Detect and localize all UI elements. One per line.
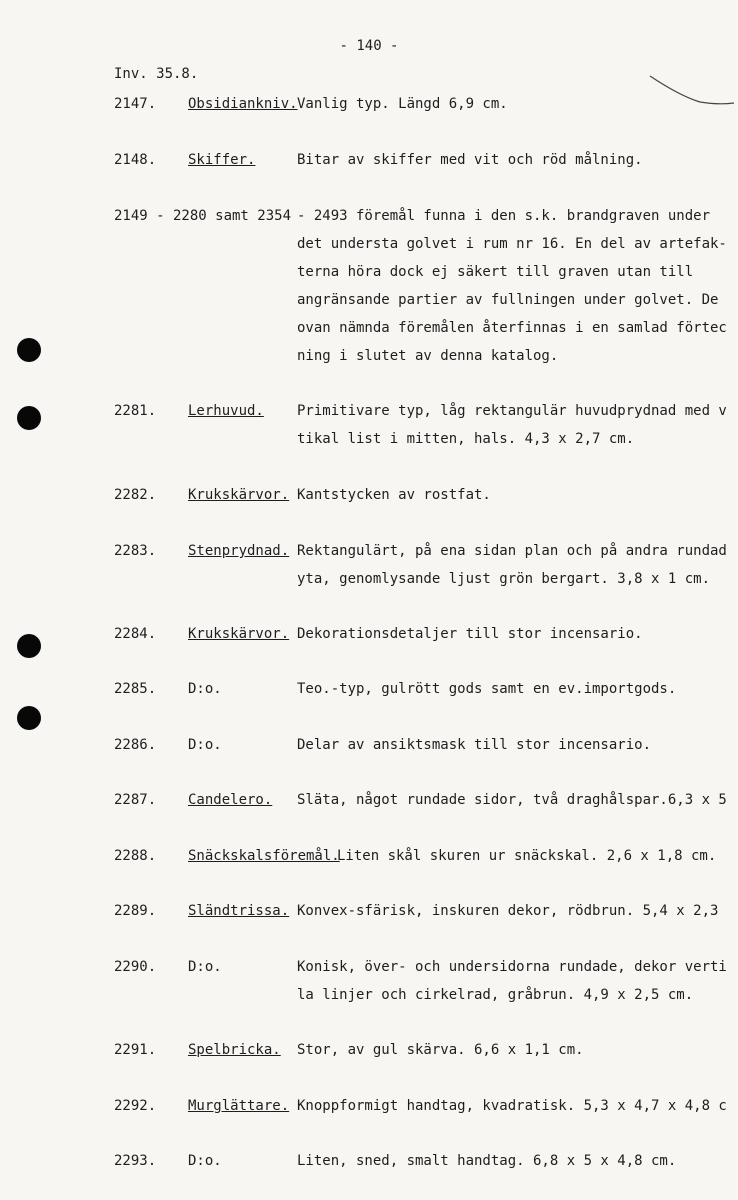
- entry-desc-2281-line2: tikal list i mitten, hals. 4,3 x 2,7 cm.: [297, 431, 635, 447]
- entry-term-2287: Candelero.: [188, 792, 273, 808]
- entry-desc-2283-line1: Rektangulärt, på ena sidan plan och på andra rundad: [297, 543, 727, 559]
- entry-number-2283: 2283.: [114, 543, 157, 559]
- entry-number-2292: 2292.: [114, 1098, 157, 1114]
- entry-desc-2281-line1: Primitivare typ, låg rektangulär huvudprydnad med v: [297, 403, 727, 419]
- entry-term-2147: Obsidiankniv.: [188, 96, 298, 112]
- entry-number-2281: 2281.: [114, 403, 157, 419]
- entry-desc-2149-line3: terna höra dock ej säkert till graven utan till: [297, 264, 694, 280]
- entry-term-2291: Spelbricka.: [188, 1042, 281, 1058]
- punch-hole: [17, 706, 41, 730]
- entry-term-2289: Sländtrissa.: [188, 903, 290, 919]
- entry-desc-2293-line1: Liten, sned, smalt handtag. 6,8 x 5 x 4,8 cm.: [297, 1153, 677, 1169]
- entry-term-2282: Krukskärvor.: [188, 487, 290, 503]
- punch-hole: [17, 338, 41, 362]
- entry-term-2283: Stenprydnad.: [188, 543, 290, 559]
- entry-number-2290: 2290.: [114, 959, 157, 975]
- entry-number-2293: 2293.: [114, 1153, 157, 1169]
- entry-term-2286: D:o.: [188, 737, 222, 753]
- entry-number-2147: 2147.: [114, 96, 157, 112]
- entry-number-2149: 2149 - 2280 samt 2354: [114, 208, 292, 224]
- entry-number-2284: 2284.: [114, 626, 157, 642]
- entry-desc-2289-line1: Konvex-sfärisk, inskuren dekor, rödbrun. 5,4 x 2,3: [297, 903, 719, 919]
- entry-desc-2288-line1: Liten skål skuren ur snäckskal. 2,6 x 1,8 cm.: [337, 848, 717, 864]
- entry-term-2292: Murglättare.: [188, 1098, 290, 1114]
- entry-desc-2149-line6: ning i slutet av denna katalog.: [297, 348, 559, 364]
- entry-desc-2149-line4: angränsande partier av fullningen under golvet. De: [297, 292, 719, 308]
- entry-desc-2148-line1: Bitar av skiffer med vit och röd målning.: [297, 152, 643, 168]
- entry-desc-2287-line1: Släta, något rundade sidor, två draghålspar.6,3 x 5: [297, 792, 727, 808]
- entry-desc-2285-line1: Teo.-typ, gulrött gods samt en ev.importgods.: [297, 681, 677, 697]
- entry-number-2287: 2287.: [114, 792, 157, 808]
- entry-desc-2290-line1: Konisk, över- och undersidorna rundade, dekor verti: [297, 959, 727, 975]
- entry-number-2291: 2291.: [114, 1042, 157, 1058]
- entry-desc-2286-line1: Delar av ansiktsmask till stor incensario.: [297, 737, 652, 753]
- entry-term-2148: Skiffer.: [188, 152, 256, 168]
- entry-desc-2284-line1: Dekorationsdetaljer till stor incensario.: [297, 626, 643, 642]
- entry-desc-2292-line1: Knoppformigt handtag, kvadratisk. 5,3 x 4,7 x 4,8 c: [297, 1098, 727, 1114]
- entry-desc-2149-line1: - 2493 föremål funna i den s.k. brandgraven under: [297, 208, 711, 224]
- entry-term-2290: D:o.: [188, 959, 222, 975]
- entry-term-2284: Krukskärvor.: [188, 626, 290, 642]
- page-number: - 140 -: [339, 38, 399, 54]
- entry-number-2285: 2285.: [114, 681, 157, 697]
- punch-hole: [17, 634, 41, 658]
- entry-desc-2147-line1: Vanlig typ. Längd 6,9 cm.: [297, 96, 508, 112]
- entry-desc-2149-line2: det understa golvet i rum nr 16. En del av artefak-: [297, 236, 727, 252]
- entry-number-2289: 2289.: [114, 903, 157, 919]
- entry-term-2281: Lerhuvud.: [188, 403, 264, 419]
- pen-stroke-mark: [640, 70, 736, 110]
- entry-desc-2282-line1: Kantstycken av rostfat.: [297, 487, 491, 503]
- entry-desc-2149-line5: ovan nämnda föremålen återfinnas i en samlad förtec: [297, 320, 727, 336]
- entry-desc-2290-line2: la linjer och cirkelrad, gråbrun. 4,9 x 2,5 cm.: [297, 987, 694, 1003]
- entry-term-2293: D:o.: [188, 1153, 222, 1169]
- entry-number-2286: 2286.: [114, 737, 157, 753]
- entry-desc-2283-line2: yta, genomlysande ljust grön bergart. 3,8 x 1 cm.: [297, 571, 711, 587]
- punch-hole: [17, 406, 41, 430]
- entry-number-2288: 2288.: [114, 848, 157, 864]
- entry-number-2148: 2148.: [114, 152, 157, 168]
- entry-term-2288: Snäckskalsföremål.: [188, 848, 340, 864]
- entry-term-2285: D:o.: [188, 681, 222, 697]
- entry-number-2282: 2282.: [114, 487, 157, 503]
- inventory-label: Inv. 35.8.: [114, 66, 199, 82]
- entry-desc-2291-line1: Stor, av gul skärva. 6,6 x 1,1 cm.: [297, 1042, 584, 1058]
